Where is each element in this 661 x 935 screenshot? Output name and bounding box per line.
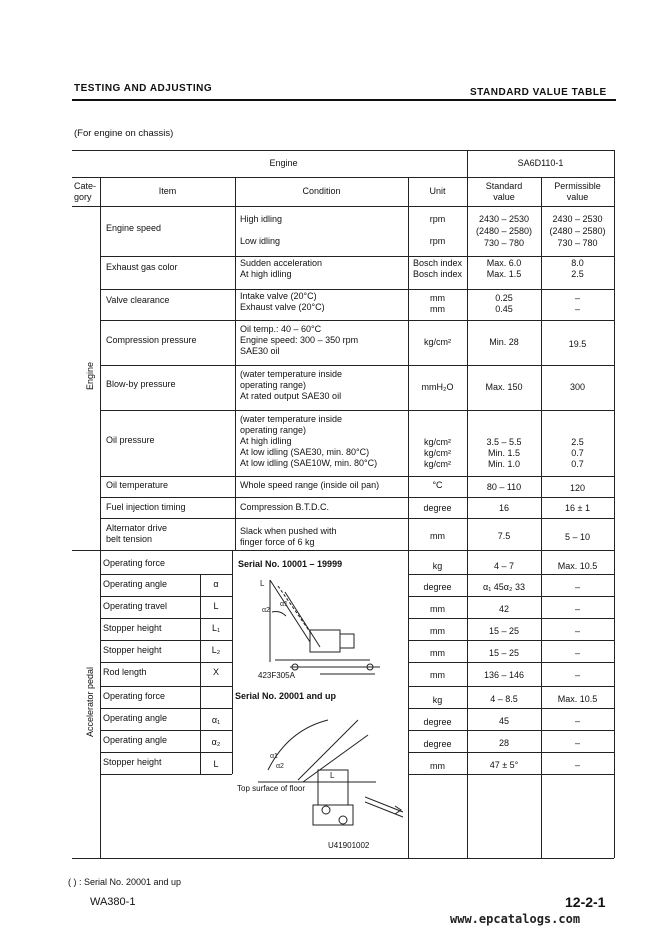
unit-oil-pressure-2: kg/cm² bbox=[424, 459, 451, 469]
engine-row-divider-0 bbox=[100, 256, 614, 257]
pedal-a-symbol-4: L₂ bbox=[211, 645, 221, 655]
pedal-a-std-5: 136 – 146 bbox=[483, 670, 525, 680]
item-oil-pressure: Oil pressure bbox=[106, 435, 155, 445]
pedal-b-item-2: Operating angle bbox=[103, 735, 168, 745]
pedal-b-symbol-2: α₂ bbox=[211, 737, 221, 747]
col-header-unit: Unit bbox=[429, 186, 446, 196]
figure-b-caption: Top surface of floor bbox=[237, 784, 306, 793]
std-compression: Min. 28 bbox=[489, 337, 519, 347]
category-accelerator-pedal: Accelerator pedal bbox=[85, 666, 95, 738]
cond-operating-range: operating range) bbox=[240, 380, 307, 390]
std-high-idle-alt: (2480 – 2580) bbox=[475, 226, 533, 236]
pedal-a-std-2: 42 bbox=[498, 604, 509, 614]
perm-oil-pressure-0: 2.5 bbox=[571, 437, 584, 447]
col-header-standard-2: value bbox=[493, 192, 515, 202]
cond-rated-output: At rated output SAE30 oil bbox=[240, 391, 342, 401]
cond-engine-speed-range: Engine speed: 300 – 350 rpm bbox=[240, 335, 359, 345]
table-bottom-border bbox=[72, 858, 614, 859]
pedal-a-value-divider-4 bbox=[408, 640, 614, 641]
perm-oil-pressure-1: 0.7 bbox=[571, 448, 584, 458]
cond-finger-force: finger force of 6 kg bbox=[240, 537, 315, 547]
unit-degree: degree bbox=[423, 503, 452, 513]
pedal-a-perm-5: – bbox=[574, 670, 580, 680]
pedal-a-item-divider-2 bbox=[100, 596, 232, 597]
pedal-a-value-divider-1 bbox=[408, 574, 614, 575]
note-chassis: (For engine on chassis) bbox=[74, 128, 174, 139]
col-divider-symbol-right bbox=[232, 550, 233, 774]
perm-low-idle: 730 – 780 bbox=[557, 238, 598, 248]
cond-oil-temp-range: Whole speed range (inside oil pan) bbox=[240, 480, 380, 490]
col-header-category: Cate- bbox=[74, 181, 97, 191]
pedal-a-value-divider-6 bbox=[408, 686, 614, 687]
header-rule bbox=[72, 99, 616, 101]
pedal-a-value-divider-3 bbox=[408, 618, 614, 619]
item-fuel-injection-timing: Fuel injection timing bbox=[106, 502, 186, 512]
pedal-a-unit-0: kg bbox=[432, 561, 443, 571]
cond-sae30: SAE30 oil bbox=[240, 346, 280, 356]
svg-text:α1: α1 bbox=[280, 601, 288, 608]
perm-injection: 16 ± 1 bbox=[565, 503, 590, 513]
svg-text:α2: α2 bbox=[262, 607, 270, 614]
cond-oil-pressure-0: (water temperature inside bbox=[240, 414, 343, 424]
pedal-a-perm-2: – bbox=[574, 604, 580, 614]
pedal-a-item-divider-4 bbox=[100, 640, 232, 641]
cond-at-high-idling: At high idling bbox=[240, 269, 292, 279]
col-divider-symbol-left bbox=[200, 574, 201, 774]
perm-oil-temp: 120 bbox=[569, 483, 586, 493]
pedal-a-item-3: Stopper height bbox=[103, 623, 162, 633]
svg-text:α1: α1 bbox=[270, 753, 278, 760]
std-exhaust-2: Max. 1.5 bbox=[486, 269, 522, 279]
pedal-b-item-3: Stopper height bbox=[103, 757, 162, 767]
table-title: STANDARD VALUE TABLE bbox=[470, 87, 607, 98]
item-belt-tension: belt tension bbox=[106, 534, 153, 544]
pedal-b-value-divider-3 bbox=[408, 752, 614, 753]
pedal-b-unit-1: degree bbox=[423, 717, 452, 727]
header-bottom-cat bbox=[72, 206, 100, 207]
engine-model: SA6D110-1 bbox=[517, 158, 564, 168]
item-blow-by-pressure: Blow-by pressure bbox=[106, 379, 176, 389]
pedal-a-symbol-3: L₁ bbox=[211, 623, 221, 633]
std-high-idle: 2430 – 2530 bbox=[478, 214, 530, 224]
std-belt: 7.5 bbox=[497, 531, 511, 541]
pedal-b-item-divider-3 bbox=[100, 752, 232, 753]
pedal-a-unit-4: mm bbox=[430, 648, 445, 658]
col-divider-unit bbox=[408, 177, 409, 858]
col-header-condition: Condition bbox=[302, 186, 341, 196]
pedal-b-item-0: Operating force bbox=[103, 691, 166, 701]
pedal-a-item-2: Operating travel bbox=[103, 601, 168, 611]
unit-mm-belt: mm bbox=[430, 531, 445, 541]
page-number: 12-2-1 bbox=[565, 894, 606, 910]
figure-a-label: 423F305A bbox=[258, 671, 295, 680]
perm-oil-pressure-2: 0.7 bbox=[571, 459, 584, 469]
pedal-a-item-4: Stopper height bbox=[103, 645, 162, 655]
std-intake: 0.25 bbox=[495, 293, 513, 303]
pedal-a-std-3: 15 – 25 bbox=[488, 626, 520, 636]
unit-oil-pressure-0: kg/cm² bbox=[424, 437, 451, 447]
engine-row-divider-7 bbox=[100, 518, 614, 519]
col-header-permissible: Permissible bbox=[554, 181, 601, 191]
col-divider-category bbox=[100, 177, 101, 858]
pedal-a-item-1: Operating angle bbox=[103, 579, 168, 589]
perm-compression: 19.5 bbox=[568, 339, 587, 349]
item-engine-speed: Engine speed bbox=[106, 223, 162, 233]
perm-exhaust-2: 2.5 bbox=[571, 269, 584, 279]
cond-sudden-accel: Sudden acceleration bbox=[240, 258, 323, 268]
engine-row-divider-2 bbox=[100, 320, 614, 321]
header-bottom bbox=[100, 206, 614, 207]
pedal-b-item-divider-4 bbox=[100, 774, 232, 775]
perm-intake: – bbox=[574, 293, 580, 303]
std-injection: 16 bbox=[498, 503, 509, 513]
engine-row-divider-1 bbox=[100, 289, 614, 290]
pedal-b-std-2: 28 bbox=[498, 738, 509, 748]
std-oil-pressure-0: 3.5 – 5.5 bbox=[486, 437, 522, 447]
pedal-b-item-divider-1 bbox=[100, 708, 232, 709]
cond-low-idling: Low idling bbox=[240, 236, 281, 246]
col-divider-standard bbox=[467, 177, 468, 858]
unit-oil-pressure-1: kg/cm² bbox=[424, 448, 451, 458]
col-header-category-2: gory bbox=[74, 192, 92, 202]
item-exhaust-gas-color: Exhaust gas color bbox=[106, 262, 178, 272]
pedal-b-perm-3: – bbox=[574, 760, 580, 770]
svg-text:L: L bbox=[260, 579, 265, 588]
unit-mm-1: mm bbox=[430, 293, 445, 303]
engine-row-divider-3 bbox=[100, 365, 614, 366]
pedal-b-unit-2: degree bbox=[423, 739, 452, 749]
pedal-a-item-5: Rod length bbox=[103, 667, 147, 677]
engine-label: Engine bbox=[269, 158, 298, 168]
cond-oil-pressure-2: At high idling bbox=[240, 436, 292, 446]
pedal-b-value-divider-4 bbox=[408, 774, 614, 775]
perm-high-idle-alt: (2480 – 2580) bbox=[549, 226, 606, 236]
perm-high-idle: 2430 – 2530 bbox=[552, 214, 603, 224]
pedal-a-perm-4: – bbox=[574, 648, 580, 658]
perm-exhaust: – bbox=[574, 304, 580, 314]
item-alternator-drive: Alternator drive bbox=[106, 523, 168, 533]
pedal-a-symbol-2: L bbox=[213, 601, 219, 611]
pedal-a-item-divider-5 bbox=[100, 662, 232, 663]
unit-mmh2o: mmH₂O bbox=[421, 382, 454, 392]
col-header-item: Item bbox=[158, 186, 177, 196]
figure-pedal-b-rod bbox=[365, 792, 405, 820]
svg-text:α2: α2 bbox=[276, 763, 284, 770]
cond-intake-valve: Intake valve (20°C) bbox=[240, 291, 317, 301]
item-valve-clearance: Valve clearance bbox=[106, 295, 170, 305]
section-title: TESTING AND ADJUSTING bbox=[74, 83, 213, 94]
pedal-a-value-divider-5 bbox=[408, 662, 614, 663]
pedal-b-item-1: Operating angle bbox=[103, 713, 168, 723]
pedal-a-perm-0: Max. 10.5 bbox=[557, 561, 598, 571]
std-blow-by: Max. 150 bbox=[485, 382, 523, 392]
pedal-a-unit-2: mm bbox=[430, 604, 445, 614]
pedal-a-unit-1: degree bbox=[423, 582, 452, 592]
col-header-standard: Standard bbox=[485, 181, 523, 191]
footnote: ( ) : Serial No. 20001 and up bbox=[68, 877, 182, 887]
pedal-a-symbol-5: X bbox=[212, 667, 219, 677]
pedal-b-perm-2: – bbox=[574, 738, 580, 748]
table-right-border bbox=[614, 150, 615, 858]
cond-compression-btdc: Compression B.T.D.C. bbox=[240, 502, 330, 512]
cond-oil-pressure-1: operating range) bbox=[240, 425, 307, 435]
pedal-a-item-0: Operating force bbox=[103, 558, 166, 568]
pedal-a-symbol-1: α bbox=[213, 579, 219, 589]
category-engine: Engine bbox=[85, 361, 95, 391]
perm-exhaust-1: 8.0 bbox=[571, 258, 584, 268]
cond-oil-pressure-4: At low idling (SAE10W, min. 80°C) bbox=[240, 458, 378, 468]
unit-kgcm2: kg/cm² bbox=[424, 337, 451, 347]
std-oil-pressure-1: Min. 1.5 bbox=[487, 448, 520, 458]
std-low-idle: 730 – 780 bbox=[483, 238, 525, 248]
item-oil-temperature: Oil temperature bbox=[106, 480, 169, 490]
cond-oil-temp: Oil temp.: 40 – 60°C bbox=[240, 324, 322, 334]
col-divider-permissible bbox=[541, 177, 542, 858]
serial-range-b: Serial No. 20001 and up bbox=[235, 691, 337, 701]
unit-rpm-high: rpm bbox=[429, 214, 446, 224]
unit-deg-c: °C bbox=[432, 480, 443, 490]
col-divider-item bbox=[235, 177, 236, 550]
pedal-a-item-divider-6 bbox=[100, 686, 232, 687]
figure-pedal-a bbox=[250, 572, 405, 680]
svg-text:L: L bbox=[330, 771, 335, 780]
model-label: WA380-1 bbox=[90, 896, 136, 908]
pedal-a-unit-3: mm bbox=[430, 626, 445, 636]
pedal-a-item-divider-3 bbox=[100, 618, 232, 619]
item-compression-pressure: Compression pressure bbox=[106, 335, 197, 345]
pedal-a-value-divider-2 bbox=[408, 596, 614, 597]
pedal-b-perm-0: Max. 10.5 bbox=[557, 694, 598, 704]
engine-row-divider-4 bbox=[100, 410, 614, 411]
perm-blow-by: 300 bbox=[569, 382, 586, 392]
unit-bosch-2: Bosch index bbox=[412, 269, 463, 279]
engine-row-divider-6 bbox=[100, 497, 614, 498]
section-divider-right bbox=[100, 550, 614, 551]
pedal-b-unit-0: kg bbox=[432, 695, 443, 705]
cond-oil-pressure-3: At low idling (SAE30, min. 80°C) bbox=[240, 447, 370, 457]
pedal-b-std-3: 47 ± 5° bbox=[489, 760, 519, 770]
cond-slack: Slack when pushed with bbox=[240, 526, 337, 536]
cond-high-idling: High idling bbox=[240, 214, 283, 224]
std-exhaust: 0.45 bbox=[495, 304, 513, 314]
table-top-border bbox=[72, 150, 614, 151]
pedal-a-std-1: α₁ 45α₂ 33 bbox=[483, 582, 525, 592]
engine-row-divider-5 bbox=[100, 476, 614, 477]
pedal-b-value-divider-1 bbox=[408, 708, 614, 709]
pedal-a-std-0: 4 – 7 bbox=[493, 561, 515, 571]
figure-pedal-b bbox=[258, 710, 378, 840]
unit-bosch-1: Bosch index bbox=[412, 258, 463, 268]
std-exhaust-1: Max. 6.0 bbox=[486, 258, 522, 268]
website-link[interactable]: www.epcatalogs.com bbox=[450, 912, 581, 926]
pedal-a-std-4: 15 – 25 bbox=[488, 648, 520, 658]
cond-water-temp: (water temperature inside bbox=[240, 369, 343, 379]
serial-range-a: Serial No. 10001 – 19999 bbox=[238, 559, 343, 569]
pedal-b-symbol-1: α₁ bbox=[211, 715, 221, 725]
col-header-permissible-2: value bbox=[566, 192, 589, 202]
std-oil-temp: 80 – 110 bbox=[486, 482, 522, 492]
pedal-b-value-divider-2 bbox=[408, 730, 614, 731]
pedal-b-symbol-3: L bbox=[213, 759, 219, 769]
perm-belt: 5 – 10 bbox=[564, 532, 591, 542]
unit-rpm-low: rpm bbox=[429, 236, 446, 246]
pedal-a-perm-3: – bbox=[574, 626, 580, 636]
pedal-b-std-0: 4 – 8.5 bbox=[490, 694, 518, 704]
header-divider bbox=[72, 177, 614, 178]
pedal-b-item-divider-2 bbox=[100, 730, 232, 731]
pedal-b-std-1: 45 bbox=[498, 716, 509, 726]
col-divider-std bbox=[467, 150, 468, 178]
pedal-b-perm-1: – bbox=[574, 716, 580, 726]
pedal-a-item-divider-1 bbox=[100, 574, 232, 575]
pedal-b-unit-3: mm bbox=[430, 761, 445, 771]
unit-mm-2: mm bbox=[430, 304, 445, 314]
section-divider bbox=[72, 550, 100, 551]
std-oil-pressure-2: Min. 1.0 bbox=[487, 459, 520, 469]
pedal-a-perm-1: – bbox=[574, 582, 580, 592]
cond-exhaust-valve: Exhaust valve (20°C) bbox=[240, 302, 325, 312]
pedal-a-unit-5: mm bbox=[430, 670, 445, 680]
figure-b-label: U41901002 bbox=[328, 841, 370, 850]
